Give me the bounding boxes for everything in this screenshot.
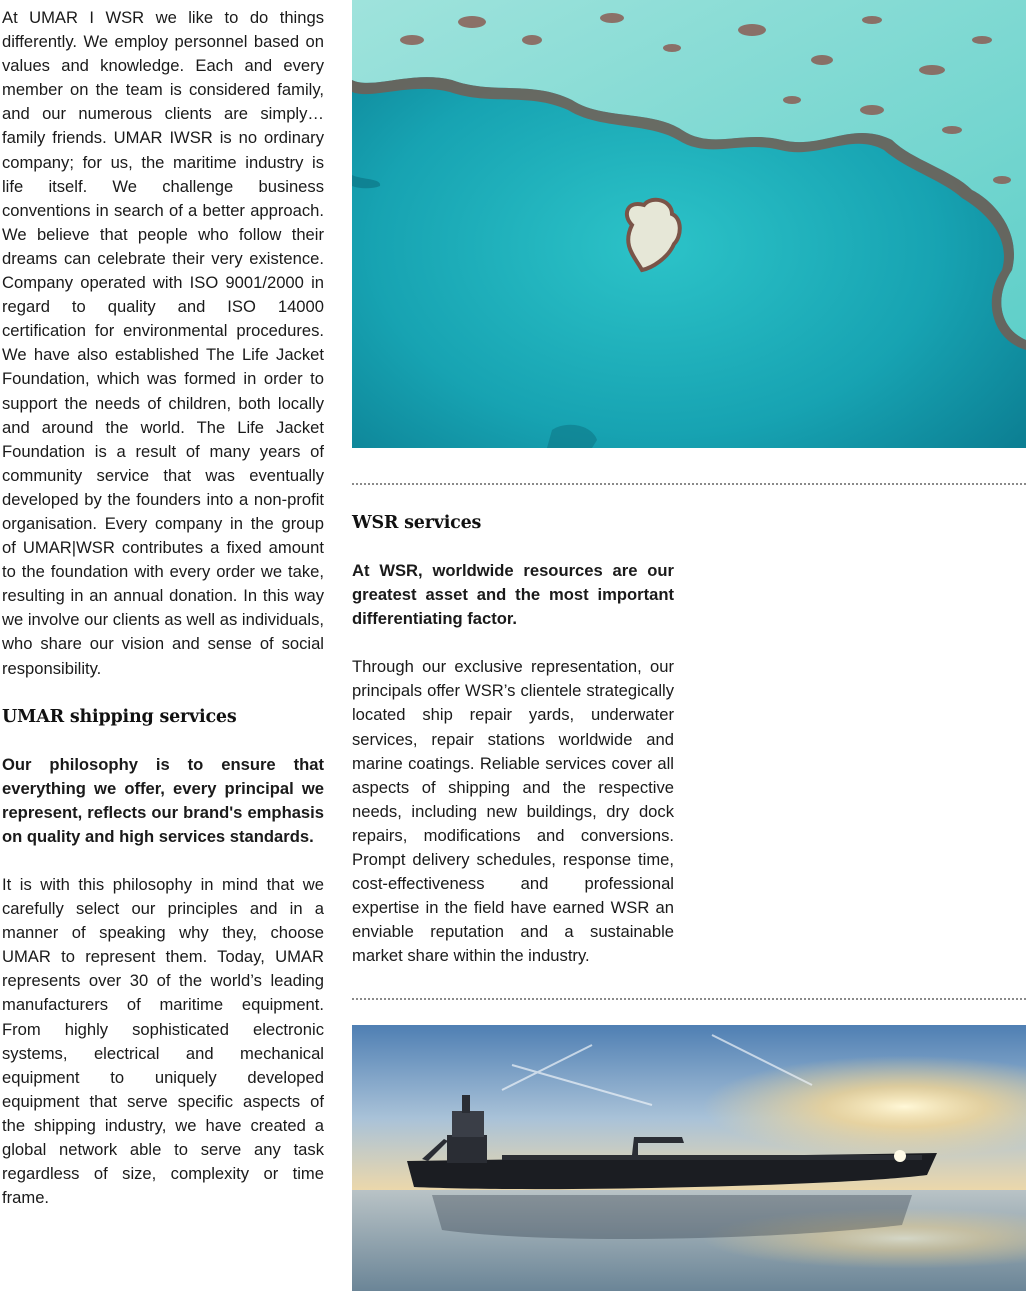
reef-illustration: [352, 0, 1026, 448]
wsr-lead-paragraph: At WSR, worldwide resources are our greatest asset and the most important differentiating factor.: [352, 561, 674, 629]
wsr-body-paragraph: Through our exclusive representation, our principals offer WSR’s clientele strategically located ship repair yards, underwater services, repair stations worldwide and marine coatings. Reliable services cover all aspects of shipping and the respective needs, including new buildings, dry dock repairs, modifications and conversions. Prompt delivery schedules, response time, cost-effectiveness and professional expertise in the field have earned WSR an enviable reputation and a sustainable market share within the industry.: [352, 657, 674, 966]
intro-paragraph: At UMAR I WSR we like to do things differently. We employ personnel based on values and knowledge. Each and every member on the team is considered family, and our numerous clients are simply… family friends. UMAR IWSR is no ordinary company; for us, the maritime industry is life itself. We challenge business conventions in search of a better approach. We believe that people who follow their dreams can celebrate their very existence. Company operated with ISO 9001/2000 in regard to quality and ISO 14000 certification for environmental procedures. We have also established The Life Jacket Foundation, which was formed in order to support the needs of children, both locally and around the world. The Life Jacket Foundation is a result of many years of community service that was eventually developed by the founders into a non-profit organisation. Every company in the group of UMAR|WSR contributes a fixed amount to the foundation with every order we take, resulting in an annual donation. In this way we involve our clients as well as individuals, who share our vision and sense of social responsibility.: [2, 8, 324, 678]
tanker-sunset-photo: [352, 1025, 1026, 1291]
umar-body-paragraph: It is with this philosophy in mind that we carefully select our principles and in a manner of speaking why they, choose UMAR to represent them. Today, UMAR represents over 30 of the world’s leading manufacturers of maritime equipment. From highly sophisticated electronic systems, electrical and mechanical equipment to uniquely developed equipment that serve specific aspects of the shipping industry, we have created a global network able to serve any task regardless of size, complexity or time frame.: [2, 875, 324, 1208]
dotted-divider-top: [352, 483, 1026, 485]
middle-column: [352, 511, 674, 969]
umar-lead-paragraph: Our philosophy is to ensure that everything we offer, every principal we represent, reflects our brand's emphasis on quality and high services standards.: [2, 754, 324, 846]
dotted-divider-bottom: [352, 998, 1026, 1000]
reef-aerial-photo: [352, 0, 1026, 448]
left-column: [2, 6, 324, 1210]
umar-services-heading: UMAR shipping services: [2, 706, 237, 727]
tanker-illustration: [352, 1025, 1026, 1291]
wsr-services-heading: WSR services: [352, 513, 482, 533]
